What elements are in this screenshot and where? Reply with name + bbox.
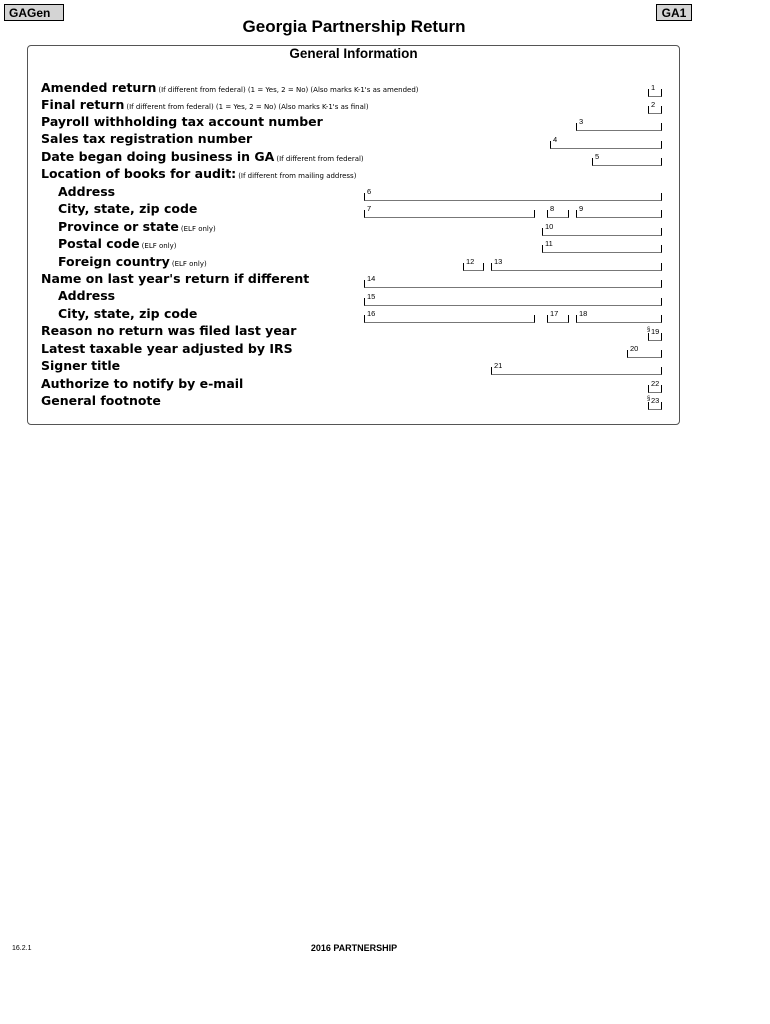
general-footnote-field[interactable]: 23 bbox=[648, 402, 662, 410]
foreign-country-label: Foreign country (ELF only) bbox=[58, 254, 207, 269]
last-year-address-field[interactable]: 15 bbox=[364, 298, 662, 306]
final-return-field[interactable]: 2 bbox=[648, 106, 662, 114]
postal-code-note: (ELF only) bbox=[141, 242, 177, 250]
last-year-state-field[interactable]: 17 bbox=[547, 315, 569, 323]
email-authorize-field[interactable]: 22 bbox=[648, 385, 662, 393]
foreign-country-code-field[interactable]: 12 bbox=[463, 263, 484, 271]
no-return-reason-label: Reason no return was filed last year bbox=[41, 323, 297, 338]
last-year-zip-field[interactable]: 18 bbox=[576, 315, 662, 323]
section-title: General Information bbox=[289, 46, 418, 61]
last-year-city-field[interactable]: 16 bbox=[364, 315, 535, 323]
section-mark-23: § bbox=[647, 396, 651, 402]
last-year-name-field[interactable]: 14 bbox=[364, 280, 662, 288]
books-zip-field[interactable]: 9 bbox=[576, 210, 662, 218]
date-began-note: (If different from federal) bbox=[276, 155, 364, 163]
postal-code-label: Postal code (ELF only) bbox=[58, 236, 177, 251]
signer-title-label: Signer title bbox=[41, 358, 121, 373]
amended-return-label: Amended return (If different from federal) (1 = Yes, 2 = No) (Also marks K-1's as amended) bbox=[41, 80, 419, 95]
books-city-field[interactable]: 7 bbox=[364, 210, 535, 218]
last-year-name-label: Name on last year's return if different bbox=[41, 271, 310, 286]
amended-return-note: (If different from federal) (1 = Yes, 2 = No) (Also marks K-1's as amended) bbox=[158, 86, 419, 94]
city-state-zip-label: City, state, zip code bbox=[58, 201, 198, 216]
foreign-country-note: (ELF only) bbox=[171, 260, 207, 268]
amended-return-field[interactable]: 1 bbox=[648, 89, 662, 97]
payroll-withholding-label: Payroll withholding tax account number bbox=[41, 114, 323, 129]
date-began-label: Date began doing business in GA (If different from federal) bbox=[41, 149, 364, 164]
latest-year-adjusted-field[interactable]: 20 bbox=[627, 350, 662, 358]
date-began-field[interactable]: 5 bbox=[592, 158, 662, 166]
latest-year-adjusted-label: Latest taxable year adjusted by IRS bbox=[41, 341, 293, 356]
address-label: Address bbox=[58, 184, 116, 199]
form-code-tag: GAGen bbox=[4, 4, 64, 21]
province-field[interactable]: 10 bbox=[542, 228, 662, 236]
postal-code-field[interactable]: 11 bbox=[542, 245, 662, 253]
city-state-zip2-label: City, state, zip code bbox=[58, 306, 198, 321]
final-return-note: (If different from federal) (1 = Yes, 2 = No) (Also marks K-1's as final) bbox=[126, 103, 369, 111]
no-return-reason-field[interactable]: 19 bbox=[648, 333, 662, 341]
address2-label: Address bbox=[58, 288, 116, 303]
foreign-country-field[interactable]: 13 bbox=[491, 263, 662, 271]
section-mark-19: § bbox=[647, 327, 651, 333]
books-state-field[interactable]: 8 bbox=[547, 210, 569, 218]
books-location-label: Location of books for audit: (If different from mailing address) bbox=[41, 166, 357, 181]
general-footnote-label: General footnote bbox=[41, 393, 161, 408]
sales-tax-label: Sales tax registration number bbox=[41, 131, 253, 146]
signer-title-field[interactable]: 21 bbox=[491, 367, 662, 375]
final-return-label: Final return (If different from federal) (1 = Yes, 2 = No) (Also marks K-1's as final) bbox=[41, 97, 369, 112]
books-address-field[interactable]: 6 bbox=[364, 193, 662, 201]
email-authorize-label: Authorize to notify by e-mail bbox=[41, 376, 244, 391]
footer-title: 2016 PARTNERSHIP bbox=[310, 943, 398, 953]
form-id-tag: GA1 bbox=[656, 4, 692, 21]
province-note: (ELF only) bbox=[180, 225, 216, 233]
province-label: Province or state (ELF only) bbox=[58, 219, 216, 234]
version-code: 16.2.1 bbox=[12, 945, 32, 952]
payroll-withholding-field[interactable]: 3 bbox=[576, 123, 662, 131]
page-title: Georgia Partnership Return bbox=[242, 17, 466, 36]
books-location-note: (If different from mailing address) bbox=[238, 172, 357, 180]
sales-tax-field[interactable]: 4 bbox=[550, 141, 662, 149]
